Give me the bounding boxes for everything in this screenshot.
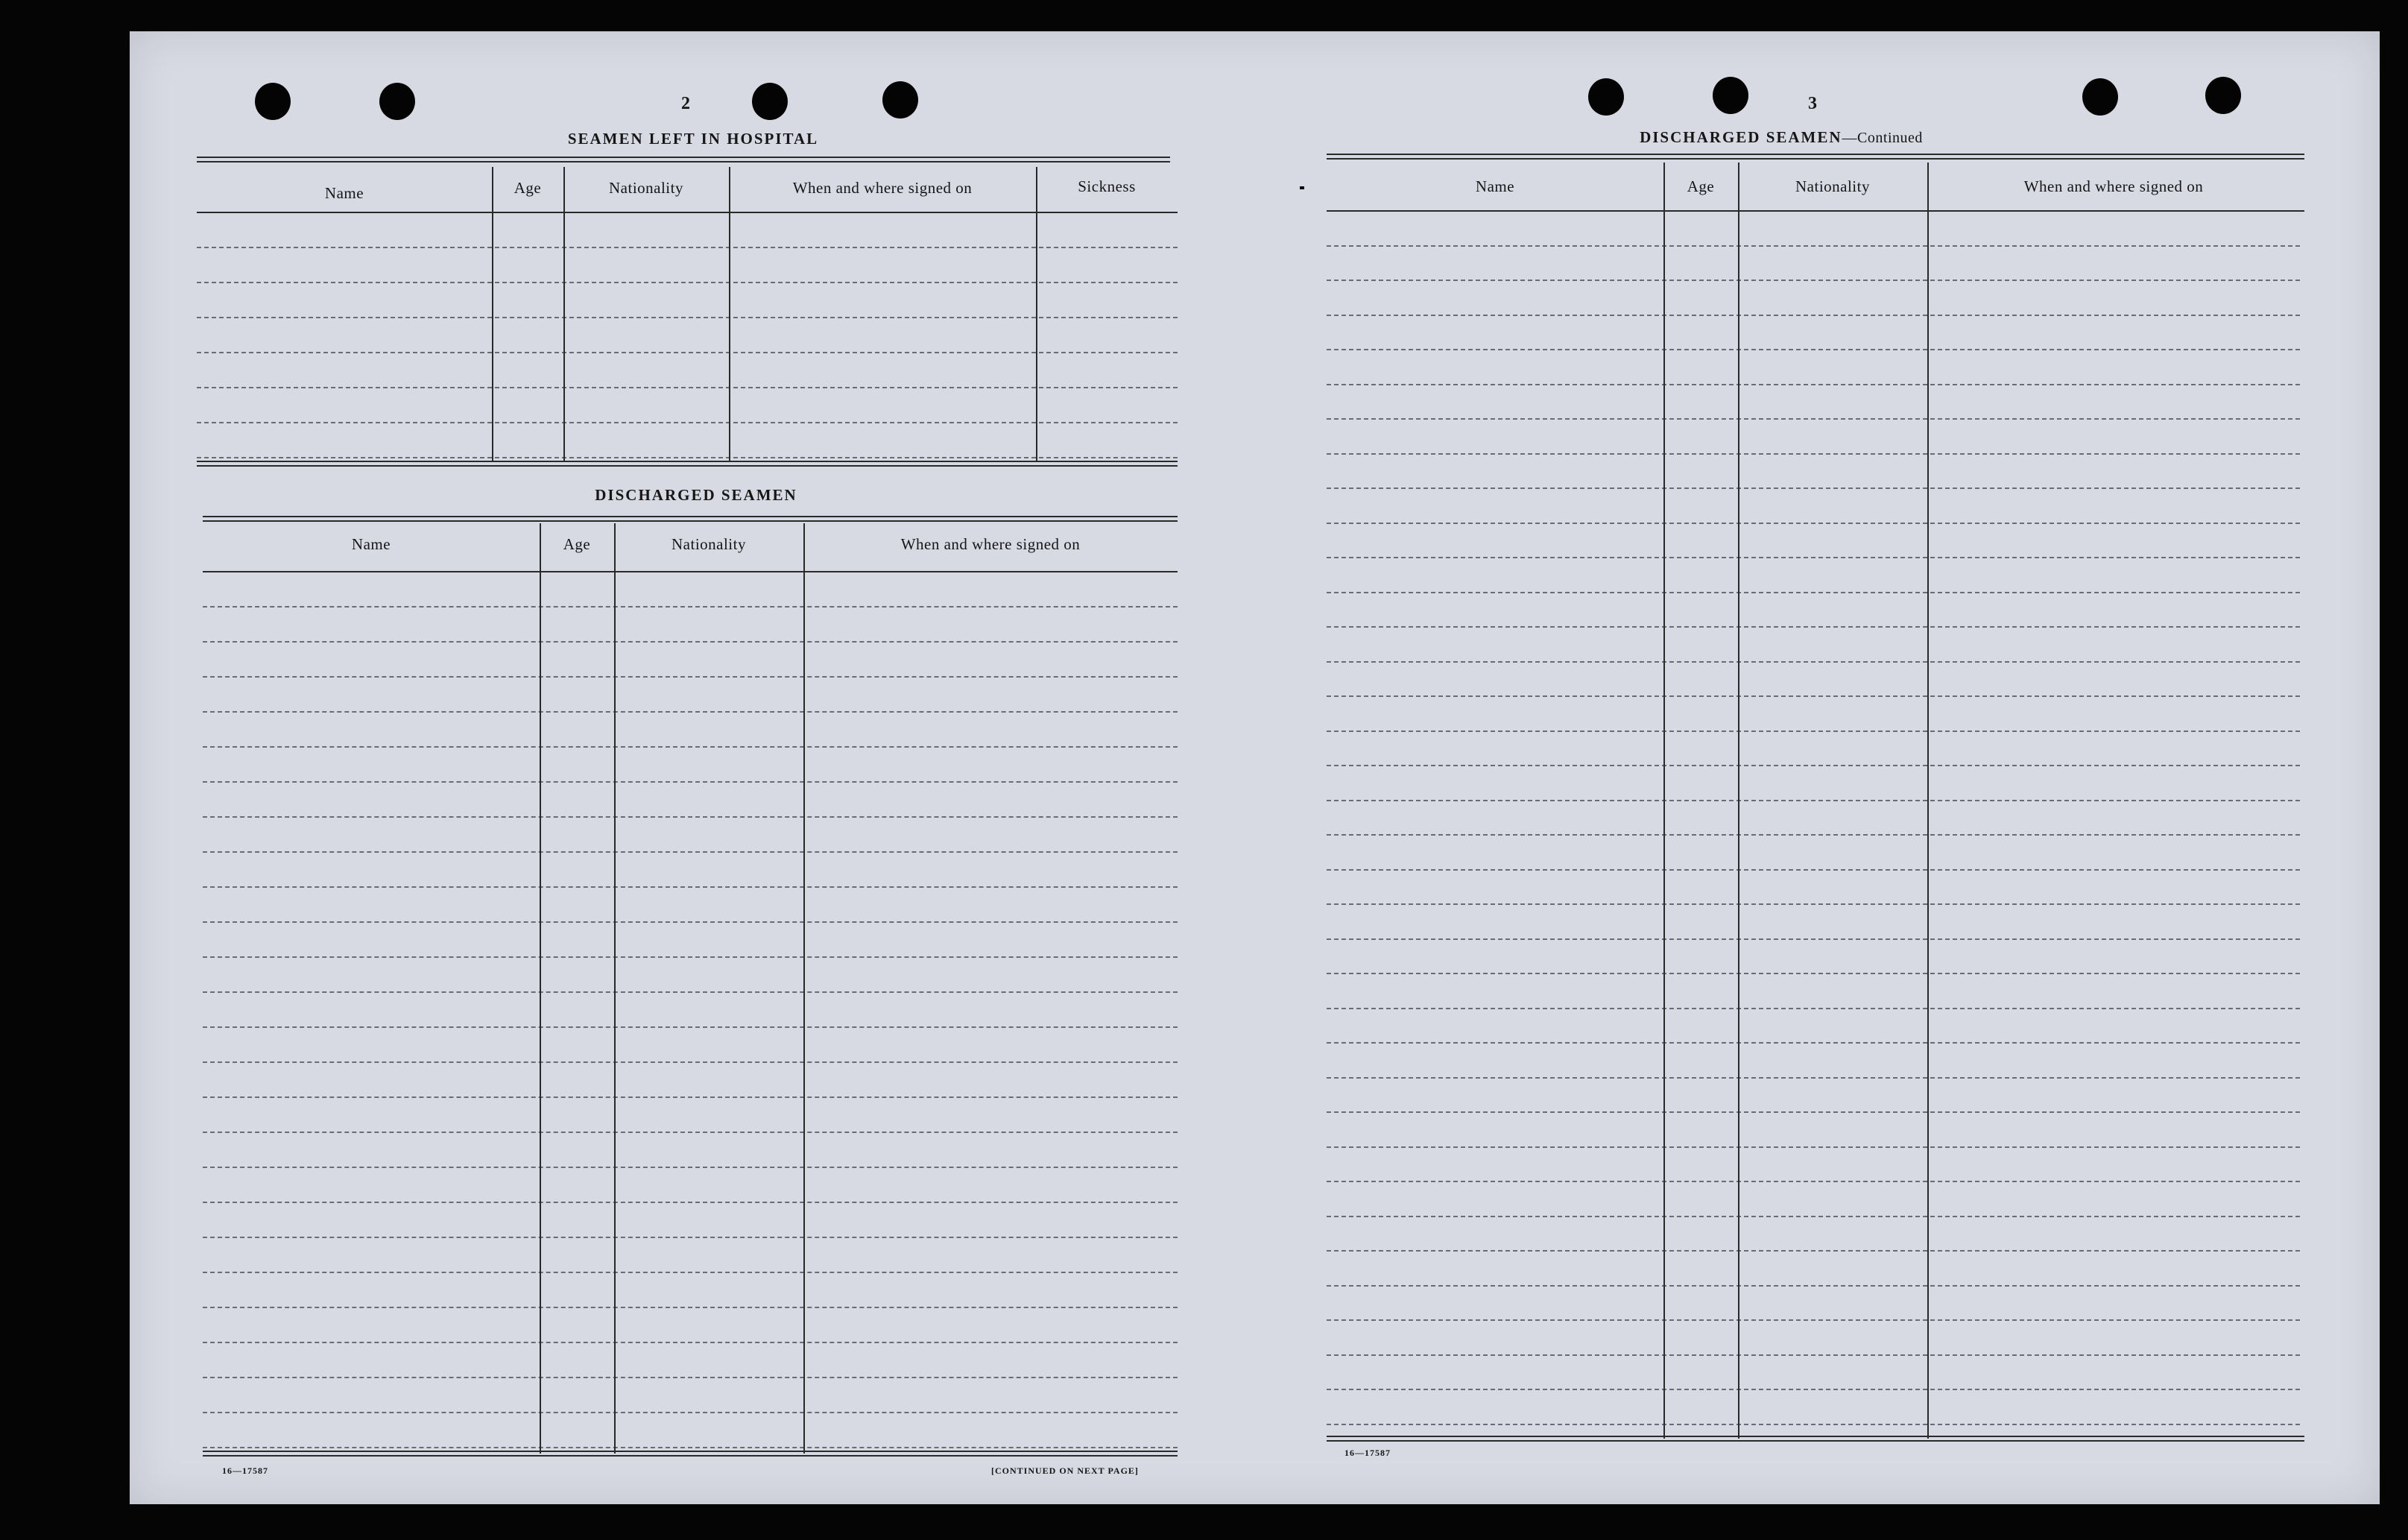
- ruled-row-line: [1327, 1181, 2300, 1182]
- ruled-row-line: [203, 641, 1178, 643]
- ruled-row-line: [1327, 938, 2300, 940]
- section-title-discharged: DISCHARGED SEAMEN: [595, 486, 797, 504]
- punch-hole: [1588, 78, 1624, 116]
- ruled-row-line: [197, 317, 1178, 318]
- ruled-row-line: [203, 1026, 1178, 1028]
- ruled-row-line: [203, 676, 1178, 678]
- ruled-row-line: [197, 387, 1178, 388]
- rule: [197, 465, 1178, 467]
- column-header-age: Age: [1687, 177, 1715, 195]
- column-divider: [492, 167, 493, 461]
- section-title-suffix: —Continued: [1842, 130, 1923, 146]
- ruled-row-line: [1327, 973, 2300, 974]
- ruled-row-line: [1327, 1111, 2300, 1113]
- section-title-text: DISCHARGED SEAMEN: [1640, 128, 1842, 146]
- rule: [203, 571, 1178, 572]
- ruled-row-line: [1327, 1285, 2300, 1287]
- ruled-row-line: [197, 352, 1178, 353]
- ruled-row-line: [203, 886, 1178, 888]
- ruled-row-line: [203, 1237, 1178, 1238]
- column-divider: [1663, 162, 1665, 1439]
- ruled-row-line: [203, 606, 1178, 608]
- punch-hole: [752, 83, 788, 120]
- continued-note: [CONTINUED ON NEXT PAGE]: [991, 1465, 1139, 1476]
- ruled-row-line: [203, 1342, 1178, 1343]
- ruled-row-line: [203, 816, 1178, 818]
- ruled-row-line: [1327, 1319, 2300, 1321]
- column-header-signed-on: When and where signed on: [900, 535, 1081, 553]
- rule: [1327, 1440, 2304, 1442]
- column-divider: [540, 523, 541, 1454]
- ruled-row-line: [1327, 1008, 2300, 1009]
- form-number: 16—17587: [222, 1465, 268, 1476]
- rule: [197, 461, 1178, 462]
- ruled-row-line: [203, 711, 1178, 713]
- scan-mark: [1300, 186, 1304, 189]
- ruled-row-line: [1327, 765, 2300, 766]
- punch-hole: [2205, 77, 2241, 114]
- ruled-row-line: [203, 1272, 1178, 1273]
- column-header-age: Age: [563, 535, 591, 553]
- punch-hole: [1713, 77, 1748, 114]
- punch-hole: [882, 81, 918, 119]
- ruled-row-line: [197, 282, 1178, 283]
- ruled-row-line: [1327, 315, 2300, 316]
- ruled-row-line: [1327, 453, 2300, 455]
- ruled-row-line: [203, 1202, 1178, 1203]
- column-divider: [1927, 162, 1929, 1439]
- ruled-row-line: [1327, 1146, 2300, 1148]
- column-divider: [563, 167, 565, 461]
- ruled-row-line: [197, 422, 1178, 423]
- ruled-row-line: [1327, 1424, 2300, 1425]
- rule: [197, 212, 1178, 213]
- ruled-row-line: [1327, 487, 2300, 489]
- ruled-row-line: [1327, 1389, 2300, 1390]
- ruled-row-line: [1327, 661, 2300, 663]
- ruled-row-line: [1327, 626, 2300, 628]
- ruled-row-line: [1327, 730, 2300, 732]
- column-divider: [1738, 162, 1739, 1439]
- rule: [197, 157, 1170, 158]
- ruled-row-line: [203, 1061, 1178, 1063]
- ruled-row-line: [1327, 1042, 2300, 1044]
- ruled-row-line: [203, 921, 1178, 923]
- page-number: 3: [1808, 94, 1818, 113]
- ruled-row-line: [203, 1132, 1178, 1133]
- column-header-name: Name: [324, 184, 364, 202]
- column-divider: [614, 523, 616, 1454]
- page-number: 2: [681, 94, 691, 113]
- ruled-row-line: [203, 781, 1178, 783]
- ruled-row-line: [203, 1096, 1178, 1098]
- ruled-row-line: [1327, 695, 2300, 697]
- ruled-row-line: [203, 1447, 1178, 1448]
- column-divider: [729, 167, 730, 461]
- column-header-name: Name: [351, 535, 391, 553]
- section-title-hospital: SEAMEN LEFT IN HOSPITAL: [567, 130, 819, 148]
- ruled-row-line: [1327, 349, 2300, 350]
- rule: [197, 161, 1170, 162]
- ruled-row-line: [1327, 384, 2300, 385]
- column-header-nationality: Nationality: [671, 535, 746, 553]
- ruled-row-line: [1327, 523, 2300, 524]
- rule: [1327, 1436, 2304, 1437]
- ruled-row-line: [203, 851, 1178, 853]
- column-header-age: Age: [513, 179, 542, 197]
- ruled-row-line: [203, 746, 1178, 748]
- ruled-row-line: [203, 1412, 1178, 1413]
- ruled-row-line: [1327, 1354, 2300, 1356]
- column-divider: [803, 523, 805, 1454]
- ruled-row-line: [203, 1377, 1178, 1378]
- ruled-row-line: [203, 991, 1178, 993]
- ruled-row-line: [203, 1167, 1178, 1168]
- column-header-signed-on: When and where signed on: [2023, 177, 2204, 195]
- ruled-row-line: [1327, 280, 2300, 281]
- column-header-sickness: Sickness: [1078, 177, 1136, 195]
- ruled-row-line: [1327, 592, 2300, 593]
- section-title-discharged-continued: [1595, 128, 1968, 147]
- ruled-row-line: [1327, 869, 2300, 871]
- punch-hole: [379, 83, 415, 120]
- ruled-row-line: [1327, 418, 2300, 420]
- ruled-row-line: [197, 247, 1178, 248]
- column-header-nationality: Nationality: [1795, 177, 1870, 195]
- punch-hole: [255, 83, 291, 120]
- ruled-row-line: [1327, 1077, 2300, 1079]
- ruled-row-line: [197, 457, 1178, 458]
- rule: [1327, 158, 2304, 160]
- rule: [1327, 154, 2304, 155]
- column-header-nationality: Nationality: [609, 179, 683, 197]
- ruled-row-line: [1327, 1250, 2300, 1252]
- rule: [1327, 210, 2304, 212]
- ruled-row-line: [203, 956, 1178, 958]
- rule: [203, 520, 1178, 522]
- column-divider: [1036, 167, 1037, 461]
- column-header-signed-on: When and where signed on: [792, 179, 973, 197]
- ruled-row-line: [1327, 245, 2300, 247]
- ruled-row-line: [1327, 834, 2300, 836]
- ruled-row-line: [1327, 557, 2300, 558]
- rule: [203, 516, 1178, 517]
- ruled-row-line: [203, 1307, 1178, 1308]
- record-sheet: [130, 31, 2380, 1504]
- ruled-row-line: [1327, 903, 2300, 905]
- column-header-name: Name: [1475, 177, 1515, 195]
- punch-hole: [2082, 78, 2118, 116]
- form-number: 16—17587: [1344, 1448, 1391, 1458]
- ruled-row-line: [1327, 800, 2300, 801]
- rule: [203, 1455, 1178, 1457]
- ruled-row-line: [1327, 1216, 2300, 1217]
- rule: [203, 1451, 1178, 1452]
